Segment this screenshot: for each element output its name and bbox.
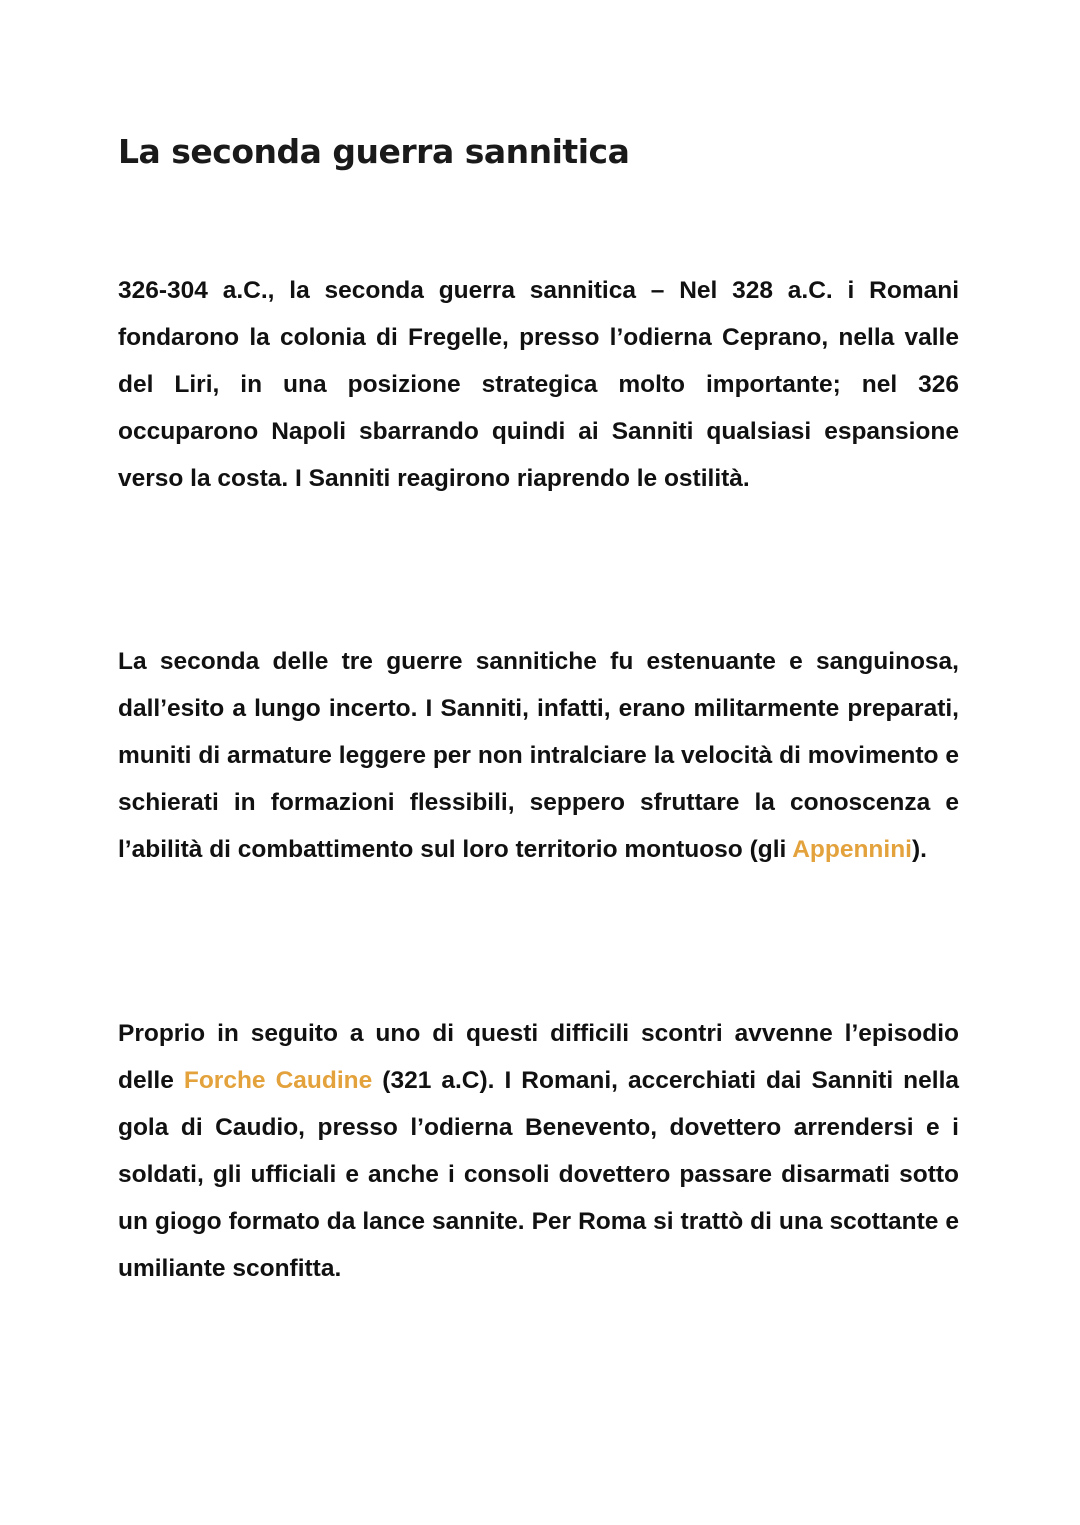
- paragraph-second-samnite-war-intro: 326-304 a.C., la seconda guerra sannitica – Nel 328 a.C. i Romani fondarono la colonia di Fregelle, presso l’odierna Ceprano, nella valle del Liri, in una posizione strategica molto importante; nel 326 occuparono Napoli sbarrando quindi ai Sanniti qualsiasi espansione verso la costa. I Sanniti reagirono riaprendo le ostilità.: [118, 277, 959, 492]
- appennini-link[interactable]: Appennini: [792, 836, 912, 863]
- paragraph-war-description: [118, 638, 959, 873]
- paragraph-text: La seconda delle tre guerre sannitiche fu estenuante e sanguinosa, dall’esito a lungo incerto. I Sanniti, infatti, erano militarmente preparati, muniti di armature leggere per non intralciare la velocità di movimento e schierati in formazioni flessibili, seppero sfruttare la conoscenza e l’abilità di combattimento sul loro territorio montuoso (gli: [118, 648, 959, 863]
- paragraph-text: Proprio in seguito a uno di questi difficili scontri avvenne l’episodio delle: [118, 1020, 959, 1094]
- paragraph-text: (321 a.C). I Romani, accerchiati dai Sanniti nella gola di Caudio, presso l’odierna Benevento, dovettero arrendersi e i soldati, gli ufficiali e anche i consoli dovettero passare disarmati sotto un giogo formato da lance sannite. Per Roma si trattò di una scottante e umiliante sconfitta.: [118, 1067, 960, 1282]
- paragraph-text: ).: [911, 836, 927, 863]
- forche-caudine-link[interactable]: Forche Caudine: [183, 1067, 373, 1094]
- paragraph-forche-caudine: [118, 1010, 959, 1292]
- page-title: La seconda guerra sannitica: [118, 132, 630, 171]
